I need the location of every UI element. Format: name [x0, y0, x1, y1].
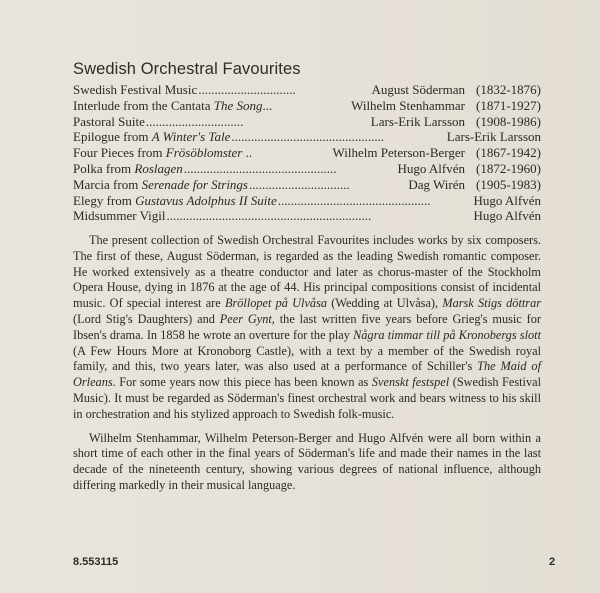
track-row	[73, 98, 541, 114]
composer-years: (1908-1986)	[476, 113, 541, 129]
track-title	[73, 145, 252, 161]
paragraph-2: Wilhelm Stenhammar, Wilhelm Peterson-Berger and Hugo Alfvén were all born within a short time of each other in the final years of Söderman's life and made their names in the last decade of the nineteenth century, showing various degrees of national influence, although differing markedly in their musical language.	[73, 430, 541, 492]
leader-dots: ...............................	[249, 176, 350, 192]
track-title-text: Polka from	[73, 160, 135, 176]
leader-dots: ...............................................	[231, 129, 385, 145]
catalog-number: 8.553115	[73, 556, 119, 568]
track-title-text: Pastoral Suite	[73, 113, 145, 129]
paragraph-1	[73, 233, 541, 423]
track-row	[73, 161, 541, 177]
track-title-text: Midsummer Vigil	[73, 208, 166, 224]
track-composer: Hugo Alfvén	[473, 208, 541, 224]
page-number: 2	[549, 556, 556, 568]
text-run: (Lord Stig's Daughters) and	[73, 311, 220, 326]
work-title: The Maid of Orleans	[73, 359, 541, 390]
track-title-text: Marcia from	[73, 176, 142, 192]
track-title-italic: Serenade for Strings	[141, 176, 248, 192]
work-title: Marsk Stigs döttrar	[442, 296, 542, 311]
work-title: Svenskt festspel	[371, 375, 450, 390]
composer-years: (1872-1960)	[476, 160, 541, 176]
text-run: (Wedding at Ulvåsa),	[327, 296, 443, 311]
track-row	[73, 114, 541, 130]
track-title-italic: Frösöblomster	[165, 145, 243, 161]
leader-dots: ...............................................	[183, 160, 337, 176]
composer-years: (1905-1983)	[476, 176, 541, 192]
body-text	[73, 233, 541, 494]
track-title-italic: The Song	[213, 97, 263, 113]
track-title-italic: Gustavus Adolphus II Suite	[135, 192, 277, 208]
track-title-text: Elegy from	[73, 192, 136, 208]
leader-dots: ...............................................	[277, 192, 431, 208]
track-composer: Dag Wirén	[408, 176, 465, 192]
track-title-text: Four Pieces from	[73, 145, 166, 161]
work-title: Bröllopet på Ulvåsa	[224, 296, 328, 311]
text-run: (Swedish Festival Music). It must be regarded as Söderman's finest orchestral work and bears witness to his skill in orchestration and his stylized approach to Swedish folk-music.	[73, 375, 541, 421]
track-title-italic: A Winter's Tale	[151, 129, 231, 145]
track-composer: Lars-Erik Larsson	[370, 113, 465, 129]
composer-years: (1832-1876)	[476, 82, 541, 97]
track-title-suffix: ...	[262, 97, 273, 113]
track-composer: Wilhelm Peterson-Berger	[332, 145, 465, 161]
text-run: (A Few Hours More at Kronoborg Castle), with a text by a member of the Swedish royal family, and this, two years later, was also used at a performance of Schiller's	[73, 343, 541, 374]
track-composer: Wilhelm Stenhammar	[351, 97, 465, 113]
track-composer: Hugo Alfvén	[473, 192, 541, 208]
work-title: Några timmar till på Kronobergs slott	[353, 327, 541, 342]
track-title-text: Epilogue from	[73, 129, 152, 145]
track-title	[73, 208, 166, 224]
track-composer: August Söderman	[371, 82, 465, 97]
track-title	[73, 161, 183, 177]
work-title: Peer Gynt	[219, 311, 272, 326]
track-title	[73, 114, 145, 130]
leader-dots: ..............................	[198, 82, 296, 97]
track-title	[73, 82, 197, 98]
track-row	[73, 145, 541, 161]
page-title: Swedish Orchestral Favourites	[73, 60, 301, 78]
track-composer: Lars-Erik Larsson	[446, 129, 541, 145]
leader-dots: ..............................	[145, 113, 244, 129]
track-row	[73, 82, 541, 98]
track-list	[73, 82, 541, 224]
track-row	[73, 129, 541, 145]
track-title	[73, 98, 272, 114]
text-run: The present collection of Swedish Orchestral Favourites includes works by six composers. The first of these, August Söderman, is regarded as the leading Swedish romantic composer. He worked extensively as a theatre conductor and later as chorus-master of the Stockholm Opera House, dying in 1876 at the age of 44. His principal compositions consist of incidental music. Of special interest are	[73, 233, 541, 311]
text-run: , the last written five years before Grieg's music for Ibsen's drama. In 1858 he wrote an overture for the play	[73, 311, 541, 342]
leader-dots: ...............................................................	[166, 208, 372, 224]
track-row	[73, 193, 541, 209]
track-title-italic: Roslagen	[134, 160, 183, 176]
text-run: . For some years now this piece has been known as	[112, 375, 372, 390]
track-title	[73, 129, 230, 145]
track-row	[73, 177, 541, 193]
track-title-text: Interlude from the Cantata	[73, 97, 214, 113]
track-composer: Hugo Alfvén	[397, 160, 465, 176]
track-row	[73, 208, 541, 224]
track-title-suffix: ..	[242, 145, 253, 161]
composer-years: (1871-1927)	[476, 97, 541, 113]
track-title	[73, 177, 248, 193]
track-title-text: Swedish Festival Music	[73, 82, 198, 97]
composer-years: (1867-1942)	[476, 145, 541, 161]
track-title	[73, 193, 277, 209]
